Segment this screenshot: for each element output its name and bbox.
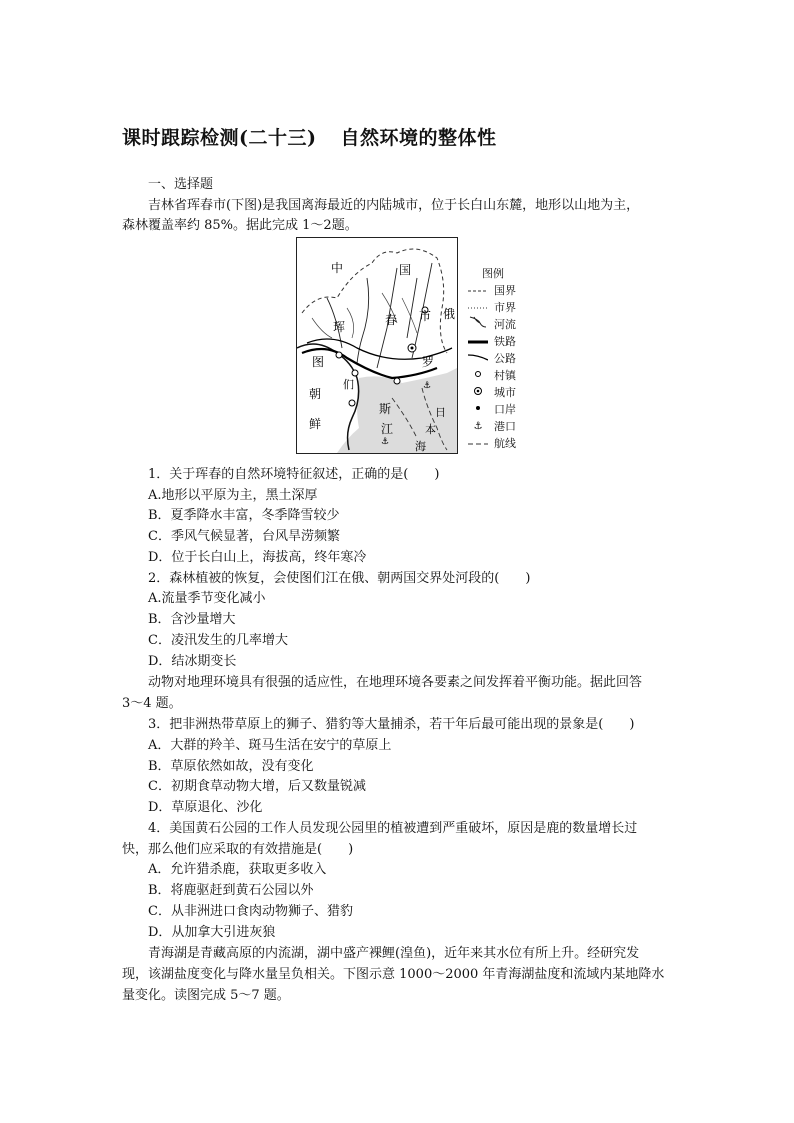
legend-item bbox=[466, 401, 546, 418]
legend-label: 河流 bbox=[494, 318, 516, 331]
question-1-option-a: A.地形以平原为主，黑土深厚 bbox=[148, 488, 318, 503]
town-marker bbox=[394, 378, 400, 384]
legend-item bbox=[466, 418, 546, 435]
legend-label: 村镇 bbox=[494, 369, 516, 382]
question-4-option-a: A．允许猎杀鹿，获取更多收入 bbox=[148, 862, 327, 877]
tributaries bbox=[327, 263, 435, 369]
question-3-option-b: B．草原依然如故，没有变化 bbox=[148, 759, 314, 774]
question-2-option-b: B．含沙量增大 bbox=[148, 612, 236, 627]
legend-label: 航线 bbox=[494, 437, 516, 450]
river-icon bbox=[466, 315, 490, 334]
map-label: 朝 bbox=[309, 387, 322, 401]
legend-item bbox=[466, 299, 546, 316]
question-1-stem: 1．关于珲春的自然环境特征叙述，正确的是( ) bbox=[148, 467, 440, 482]
map-label: 江 bbox=[381, 422, 394, 436]
map-label: 市 bbox=[419, 309, 432, 323]
legend-item bbox=[466, 316, 546, 333]
intro1-line-2: 森林覆盖率约 85%。据此完成 1～2题。 bbox=[122, 218, 358, 233]
legend-label: 公路 bbox=[494, 352, 516, 365]
legend-label: 市界 bbox=[494, 301, 516, 314]
border-line bbox=[302, 249, 447, 353]
question-3-option-d: D．草原退化、沙化 bbox=[148, 800, 263, 815]
legend-item bbox=[466, 350, 546, 367]
map-label: 国 bbox=[399, 263, 412, 277]
legend-label: 城市 bbox=[494, 386, 516, 399]
section-heading: 一、选择题 bbox=[148, 177, 214, 192]
map-label: 中 bbox=[331, 261, 344, 275]
intro3-line-2: 现，该湖盐度变化与降水量呈负相关。下图示意 1000～2000 年青海湖盐度和流域内某地降水 bbox=[122, 967, 665, 982]
question-1-option-c: C．季风气候显著，台风旱涝频繁 bbox=[148, 529, 340, 544]
question-3-option-a: A．大群的羚羊、斑马生活在安宁的草原上 bbox=[148, 738, 392, 753]
page-title bbox=[122, 123, 497, 150]
map-graphic bbox=[297, 238, 457, 453]
question-2-option-a: A.流量季节变化减小 bbox=[148, 591, 266, 606]
port-anchor-icon: ⚓ bbox=[381, 437, 390, 447]
map-label: 图 bbox=[312, 355, 325, 369]
question-4-option-b: B．将鹿驱赶到黄石公园以外 bbox=[148, 883, 314, 898]
legend-title: 图例 bbox=[482, 267, 504, 280]
map-label: 海 bbox=[415, 440, 426, 453]
question-1-option-b: B．夏季降水丰富，冬季降雪较少 bbox=[148, 508, 340, 523]
legend-item bbox=[466, 435, 546, 452]
question-2-stem: 2．森林植被的恢复，会使图们江在俄、朝两国交界处河段的( ) bbox=[148, 571, 531, 586]
map-label: 罗 bbox=[422, 355, 435, 369]
town-icon bbox=[466, 367, 490, 384]
legend-label: 铁路 bbox=[494, 335, 516, 348]
map-legend bbox=[466, 265, 546, 452]
question-2-option-d: D．结冰期变长 bbox=[148, 654, 237, 669]
city-icon bbox=[466, 384, 490, 401]
map-label: 俄 bbox=[443, 307, 456, 321]
town-marker bbox=[349, 400, 355, 406]
anchor-icon: ⚓ bbox=[473, 421, 483, 432]
map-label: 珲 bbox=[333, 320, 346, 334]
question-4-option-d: D．从加拿大引进灰狼 bbox=[148, 925, 276, 940]
question-1-option-d: D．位于长白山上，海拔高，终年寒冷 bbox=[148, 550, 367, 565]
question-4-option-c: C．从非洲进口食肉动物狮子、猎豹 bbox=[148, 904, 353, 919]
city-marker-dot bbox=[411, 347, 414, 350]
intro3-line-3: 量变化。读图完成 5～7 题。 bbox=[122, 988, 290, 1003]
map-label: 日 bbox=[435, 406, 446, 419]
town-marker bbox=[336, 352, 342, 358]
map-label: 春 bbox=[385, 313, 398, 327]
legend-item bbox=[466, 367, 546, 384]
map-label: 斯 bbox=[379, 402, 392, 416]
railway-icon bbox=[466, 333, 490, 350]
map-label: 鲜 bbox=[309, 417, 322, 431]
legend-item bbox=[466, 282, 546, 299]
question-3-option-c: C．初期食草动物大增，后又数量锐减 bbox=[148, 779, 366, 794]
dotted-line-icon bbox=[466, 299, 490, 316]
town-marker bbox=[352, 370, 358, 376]
legend-label: 国界 bbox=[494, 284, 516, 297]
legend-item bbox=[466, 333, 546, 350]
intro1-line-1: 吉林省珲春市(下图)是我国离海最近的内陆城市，位于长白山东麓，地形以山地为主， bbox=[148, 198, 640, 213]
question-4-stem-line-1: 4．美国黄石公园的工作人员发现公园里的植被遭到严重破坏，原因是鹿的数量增长过 bbox=[148, 821, 638, 836]
legend-label: 港口 bbox=[494, 420, 516, 433]
hunchun-map bbox=[296, 237, 458, 454]
highway-icon bbox=[466, 350, 490, 367]
title-main: 课时跟踪检测(二十三) bbox=[122, 127, 317, 149]
port-entry-icon bbox=[466, 401, 490, 418]
question-4-stem-line-2: 快，那么他们应采取的有效措施是( ) bbox=[122, 842, 354, 857]
route-line-icon bbox=[466, 435, 490, 452]
question-2-option-c: C．凌汛发生的几率增大 bbox=[148, 633, 288, 648]
legend-label: 口岸 bbox=[494, 403, 516, 416]
intro2-line-2: 3～4 题。 bbox=[122, 696, 182, 711]
intro2-line-1: 动物对地理环境具有很强的适应性，在地理环境各要素之间发挥着平衡功能。据此回答 bbox=[148, 675, 643, 690]
port-anchor-icon: ⚓ bbox=[423, 381, 432, 391]
legend-item bbox=[466, 384, 546, 401]
map-label: 们 bbox=[343, 378, 354, 391]
dashed-line-icon bbox=[466, 282, 490, 299]
title-sub: 自然环境的整体性 bbox=[340, 127, 497, 149]
map-label: 本 bbox=[425, 423, 436, 436]
question-3-stem: 3．把非洲热带草原上的狮子、猎豹等大量捕杀，若干年后最可能出现的景象是( ) bbox=[148, 717, 635, 732]
intro3-line-1: 青海湖是青藏高原的内流湖，湖中盛产裸鲤(湟鱼)，近年来其水位有所上升。经研究发 bbox=[148, 946, 640, 961]
